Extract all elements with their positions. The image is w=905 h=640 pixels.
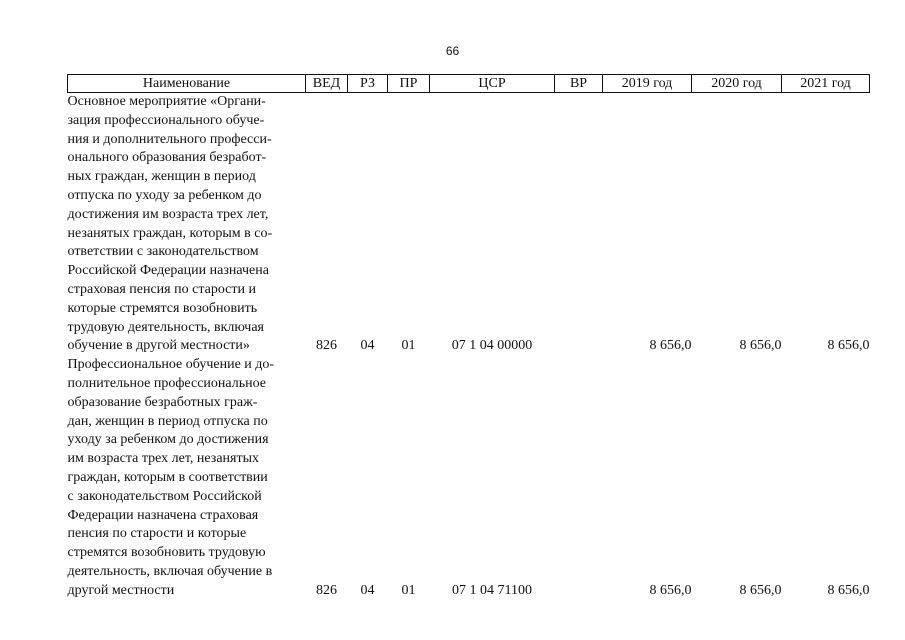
header-2019: 2019 год	[603, 75, 692, 93]
table-row	[68, 93, 870, 357]
name-line: деятельность, включая обучение в	[67, 563, 273, 579]
name-line: дан, женщин в период отпуска по	[67, 413, 268, 429]
row-2020: 8 656,0	[739, 582, 782, 598]
row-rz: 04	[360, 582, 375, 598]
row-2021: 8 656,0	[827, 338, 870, 354]
header-2021: 2021 год	[782, 75, 870, 93]
name-line: стремятся возобновить трудовую	[67, 545, 266, 561]
header-pr: ПР	[388, 75, 430, 93]
header-2020: 2020 год	[692, 75, 782, 93]
row-ved: 826	[316, 582, 337, 598]
row-csr: 07 1 04 00000	[451, 338, 533, 354]
name-line: Федерации назначена страховая	[67, 507, 259, 523]
row-2019: 8 656,0	[649, 338, 692, 354]
name-line: незанятых граждан, которым в со-	[67, 225, 273, 241]
row-ved: 826	[316, 338, 337, 354]
name-line: другой местности	[67, 582, 175, 598]
name-line: с законодательством Российской	[67, 488, 262, 504]
name-line: отпуска по уходу за ребенком до	[67, 187, 262, 203]
name-line: которые стремятся возобновить	[67, 300, 258, 316]
name-line: страховая пенсия по старости и	[67, 281, 256, 297]
row-rz: 04	[360, 338, 375, 354]
row-name	[68, 93, 306, 357]
budget-table	[67, 74, 870, 601]
name-line: зация профессионального обуче-	[67, 112, 265, 128]
name-line: Российской Федерации назначена	[67, 263, 269, 279]
name-line: пенсия по старости и которые	[67, 526, 247, 542]
row-pr: 01	[401, 338, 416, 354]
table-header-row	[68, 75, 870, 93]
name-line: достижения им возраста трех лет,	[67, 206, 269, 222]
name-line: образование безработных граж-	[67, 394, 258, 410]
row-vr	[555, 93, 603, 357]
header-rz: РЗ	[348, 75, 388, 93]
row-2021: 8 656,0	[827, 582, 870, 598]
name-line: Основное мероприятие «Органи-	[67, 94, 266, 109]
name-line: им возраста трех лет, незанятых	[67, 451, 259, 467]
name-line: Профессиональное обучение и до-	[67, 357, 275, 373]
header-name: Наименование	[68, 75, 306, 93]
row-2019: 8 656,0	[649, 582, 692, 598]
row-csr: 07 1 04 71100	[452, 582, 532, 598]
name-line: ответствии с законодательством	[67, 244, 259, 260]
name-line: ных граждан, женщин в период	[67, 169, 256, 185]
header-ved: ВЕД	[306, 75, 348, 93]
name-line: полнительное профессиональное	[67, 375, 266, 391]
row-2020: 8 656,0	[739, 338, 782, 354]
row-vr	[555, 356, 603, 600]
name-line: граждан, которым в соответствии	[67, 469, 268, 485]
name-line: ния и дополнительного професси-	[67, 131, 272, 147]
page-number: 66	[445, 44, 460, 58]
name-line: трудовую деятельность, включая	[67, 319, 264, 335]
name-line: уходу за ребенком до достижения	[67, 432, 269, 448]
table-row	[68, 356, 870, 600]
header-csr: ЦСР	[430, 75, 555, 93]
header-vr: ВР	[555, 75, 603, 93]
row-name	[68, 356, 306, 600]
row-pr: 01	[401, 582, 416, 598]
name-line: онального образования безработ-	[67, 150, 267, 166]
name-line: обучение в другой местности»	[67, 338, 250, 354]
